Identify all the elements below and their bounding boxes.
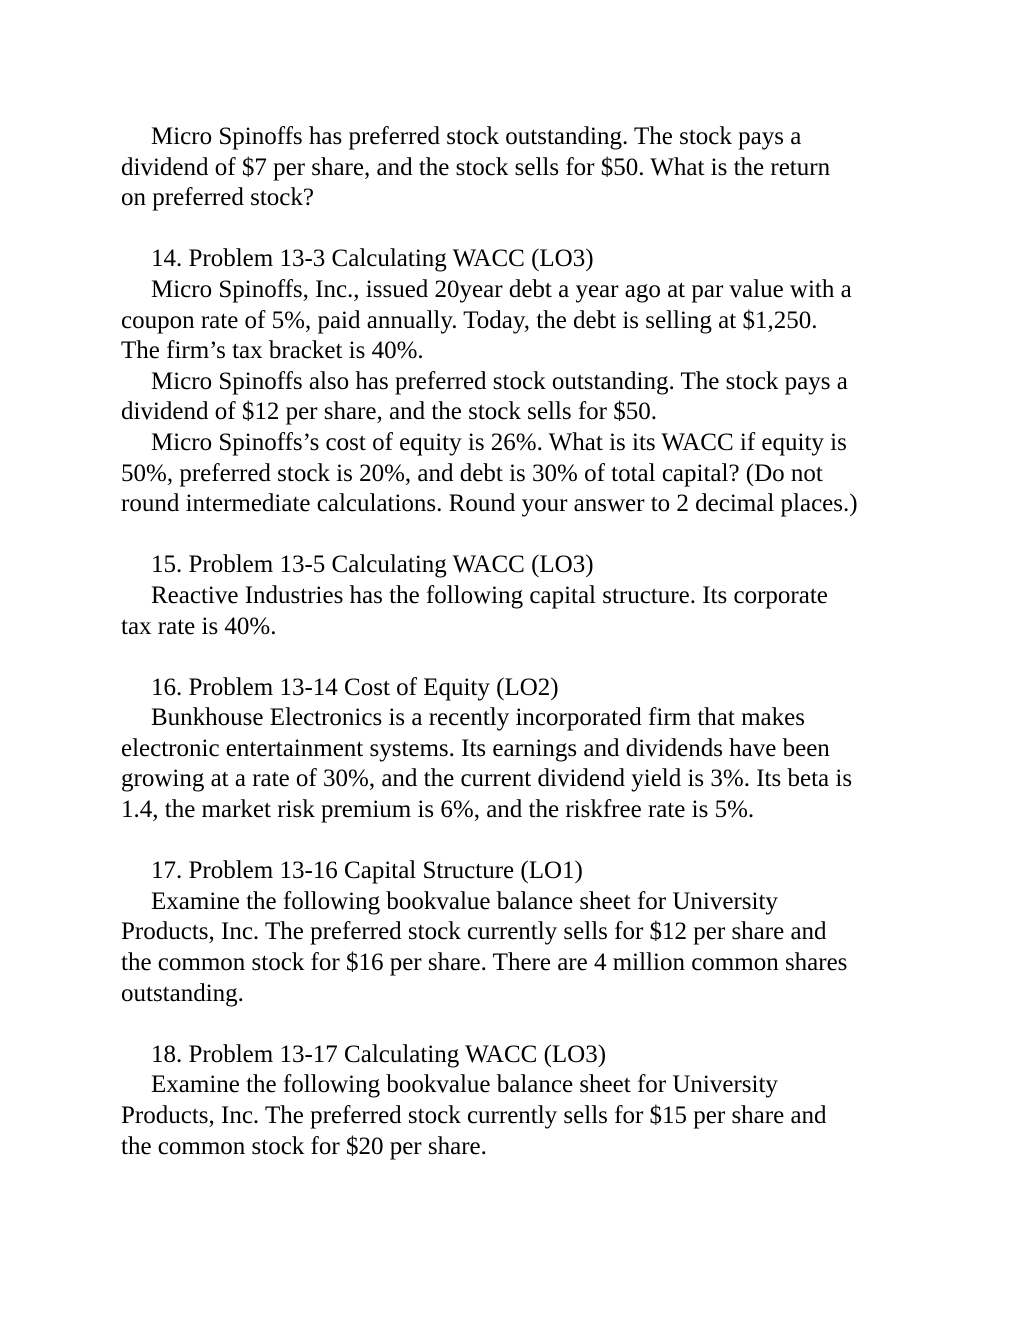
- text-line: Products, Inc. The preferred stock currently sells for $15 per share and: [121, 1102, 827, 1129]
- text-line: Bunkhouse Electronics is a recently incorporated firm that makes: [151, 704, 805, 732]
- text-line: dividend of $7 per share, and the stock sells for $50. What is the return: [121, 153, 831, 181]
- intro-paragraph: [121, 122, 921, 214]
- text-line: Micro Spinoffs has preferred stock outstanding. The stock pays a: [151, 123, 802, 150]
- text-line: Examine the following bookvalue balance sheet for University: [151, 1071, 778, 1099]
- text-line: the common stock for $16 per share. There are 4 million common shares: [121, 949, 848, 977]
- text-line: Micro Spinoffs, Inc., issued 20year debt a year ago at par value with a: [151, 275, 852, 303]
- text-line: growing at a rate of 30%, and the current dividend yield is 3%. Its beta is: [121, 765, 853, 793]
- text-line: tax rate is 40%.: [121, 612, 277, 640]
- text-line: Micro Spinoffs’s cost of equity is 26%. What is its WACC if equity is: [151, 428, 847, 456]
- problem-17: [121, 856, 921, 1009]
- problem-heading: 17. Problem 13-16 Capital Structure (LO1): [151, 857, 583, 885]
- text-line: on preferred stock?: [121, 184, 314, 212]
- problem-14: [121, 244, 921, 519]
- problem-heading: 18. Problem 13-17 Calculating WACC (LO3): [151, 1040, 607, 1068]
- problem-heading: 14. Problem 13-3 Calculating WACC (LO3): [151, 245, 594, 273]
- text-line: electronic entertainment systems. Its earnings and dividends have been: [121, 734, 830, 762]
- text-line: Reactive Industries has the following capital structure. Its corporate: [151, 581, 828, 609]
- text-line: outstanding.: [121, 979, 244, 1007]
- text-line: Micro Spinoffs also has preferred stock outstanding. The stock pays a: [151, 367, 848, 395]
- text-line: Examine the following bookvalue balance sheet for University: [151, 887, 778, 915]
- problem-16: [121, 673, 921, 826]
- text-line: Products, Inc. The preferred stock currently sells for $12 per share and: [121, 918, 827, 946]
- problem-heading: 16. Problem 13-14 Cost of Equity (LO2): [151, 673, 559, 701]
- text-line: 50%, preferred stock is 20%, and debt is 30% of total capital? (Do not: [121, 459, 823, 487]
- text-line: the common stock for $20 per share.: [121, 1132, 487, 1160]
- text-line: dividend of $12 per share, and the stock sells for $50.: [121, 398, 657, 426]
- problem-18: [121, 1040, 921, 1162]
- text-line: 1.4, the market risk premium is 6%, and the riskfree rate is 5%.: [121, 796, 755, 824]
- problem-heading: 15. Problem 13-5 Calculating WACC (LO3): [151, 551, 594, 579]
- text-line: coupon rate of 5%, paid annually. Today, the debt is selling at $1,250.: [121, 306, 818, 334]
- text-line: round intermediate calculations. Round your answer to 2 decimal places.): [121, 490, 858, 518]
- document-page: [121, 122, 921, 1162]
- problem-15: [121, 550, 921, 642]
- text-line: The firm’s tax bracket is 40%.: [121, 337, 424, 365]
